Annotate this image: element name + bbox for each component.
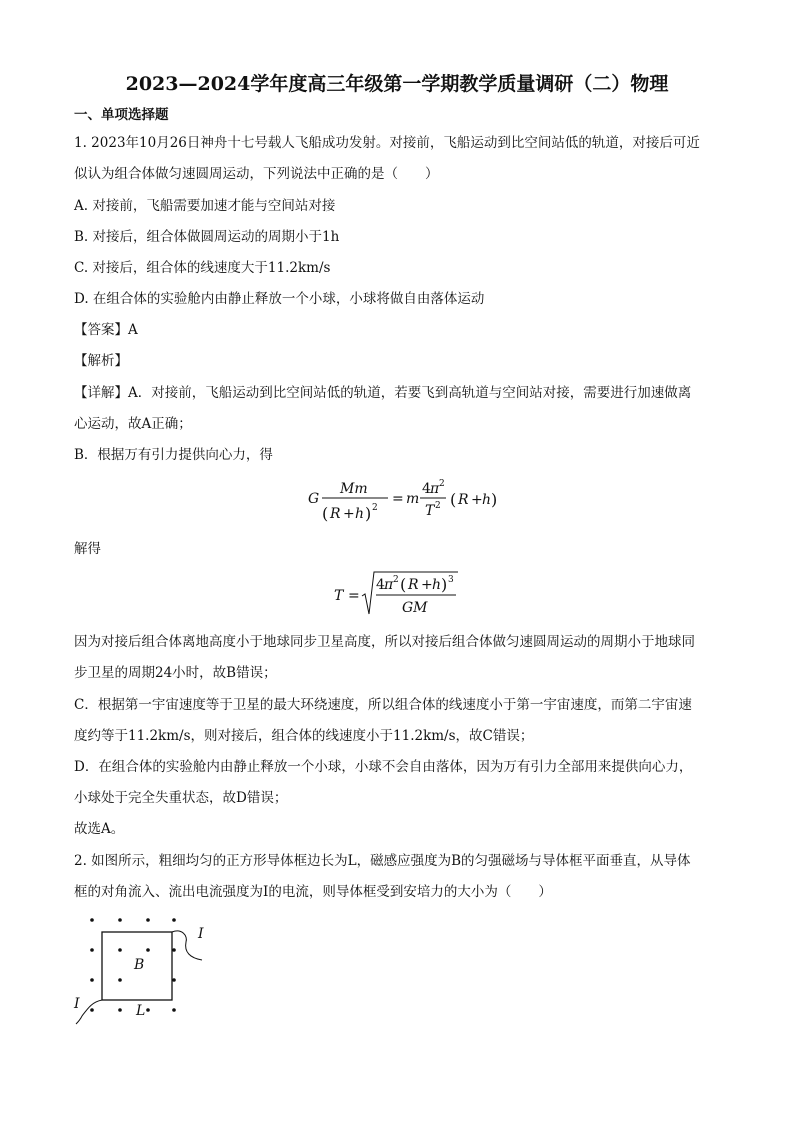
magnetic-field-figure: [70, 912, 230, 1032]
side-length-label: L: [136, 1003, 146, 1019]
svg-text:R: R: [330, 506, 341, 522]
svg-text:(: (: [400, 575, 407, 594]
svg-text:2: 2: [393, 575, 399, 585]
q1-option-a: A. 对接前，飞船需要加速才能与空间站对接: [74, 198, 336, 214]
q1-c-line1: C．根据第一宇宙速度等于卫星的最大环绕速度，所以组合体的线速度小于第一宇宙速度，而第二宇宙速: [74, 697, 692, 713]
svg-text:π: π: [430, 481, 440, 497]
svg-text:GM: GM: [402, 600, 428, 616]
svg-text:R: R: [458, 492, 469, 508]
svg-text:R: R: [408, 577, 419, 593]
q1-detail-line1: 【详解】A．对接前，飞船运动到比空间站低的轨道，若要飞到高轨道与空间站对接，需要进行加速做离: [74, 385, 692, 401]
q2-stem-line1: 2. 如图所示，粗细均匀的正方形导体框边长为L，磁感应强度为B的匀强磁场与导体框平面垂直，从导体: [74, 853, 691, 869]
q1-analysis-label: 【解析】: [74, 353, 128, 369]
period-equation: [330, 568, 470, 620]
svg-text:+: +: [471, 492, 483, 508]
gravitation-equation: [300, 474, 500, 530]
q1-b-line1: 因为对接后组合体离地高度小于地球同步卫星高度，所以对接后组合体做匀速圆周运动的周期小于地球同: [74, 634, 695, 650]
svg-text:m: m: [406, 491, 420, 507]
svg-text:+: +: [421, 577, 433, 593]
q1-stem-line2: 似认为组合体做匀速圆周运动，下列说法中正确的是（ ）: [74, 166, 439, 182]
svg-text:3: 3: [448, 575, 454, 585]
svg-text:4: 4: [376, 577, 385, 593]
q2-stem-line2: 框的对角流入、流出电流强度为I的电流，则导体框受到安培力的大小为（ ）: [74, 884, 552, 900]
svg-text:2: 2: [372, 503, 378, 513]
q1-b-line2: 步卫星的周期24小时，故B错误；: [74, 665, 277, 681]
q1-d-line1: D．在组合体的实验舱内由静止释放一个小球，小球不会自由落体，因为万有引力全部用来提供向心力，: [74, 759, 693, 775]
svg-text:(: (: [450, 490, 457, 509]
current-in-label: I: [74, 996, 80, 1012]
svg-text:π: π: [384, 577, 394, 593]
q1-option-b: B. 对接后，组合体做圆周运动的周期小于1h: [74, 229, 340, 245]
svg-text:G: G: [308, 491, 320, 507]
svg-text:h: h: [355, 506, 365, 522]
page-title: 2023—2024学年度高三年级第一学期教学质量调研（二）物理: [125, 73, 669, 95]
svg-text:h: h: [432, 577, 442, 593]
svg-text:Mm: Mm: [340, 481, 368, 497]
svg-text:2: 2: [439, 479, 445, 489]
q1-conclusion: 故选A。: [74, 821, 125, 837]
q1-stem-line1: 1. 2023年10月26日神舟十七号载人飞船成功发射。对接前，飞船运动到比空间站低的轨道，对接后可近: [74, 135, 700, 151]
svg-text:4: 4: [422, 481, 431, 497]
q1-c-line2: 度约等于11.2km/s，则对接后，组合体的线速度小于11.2km/s，故C错误；: [74, 728, 534, 744]
svg-text:T: T: [425, 503, 435, 519]
q1-d-line2: 小球处于完全失重状态，故D错误；: [74, 790, 288, 806]
q1-answer: 【答案】A: [74, 322, 138, 338]
svg-text:(: (: [322, 504, 329, 523]
svg-text:T: T: [334, 588, 344, 604]
svg-text:h: h: [482, 492, 492, 508]
section-heading: 一、单项选择题: [74, 107, 169, 123]
svg-text:+: +: [343, 506, 355, 522]
current-out-label: I: [198, 926, 204, 942]
q1-detail-line2: 心运动，故A正确；: [74, 416, 192, 432]
svg-text:): ): [365, 504, 372, 523]
svg-text:): ): [491, 490, 498, 509]
svg-text:): ): [441, 575, 448, 594]
svg-text:2: 2: [435, 501, 441, 511]
svg-text:=: =: [392, 491, 404, 507]
q1-option-c: C. 对接后，组合体的线速度大于11.2km/s: [74, 260, 331, 276]
svg-text:=: =: [348, 588, 360, 604]
q1-option-d: D. 在组合体的实验舱内由静止释放一个小球，小球将做自由落体运动: [74, 291, 485, 307]
field-label: B: [134, 957, 145, 973]
q1-b-intro: B．根据万有引力提供向心力，得: [74, 447, 273, 463]
current-in-wire: [76, 1000, 102, 1024]
q1-solve-label: 解得: [74, 541, 101, 557]
